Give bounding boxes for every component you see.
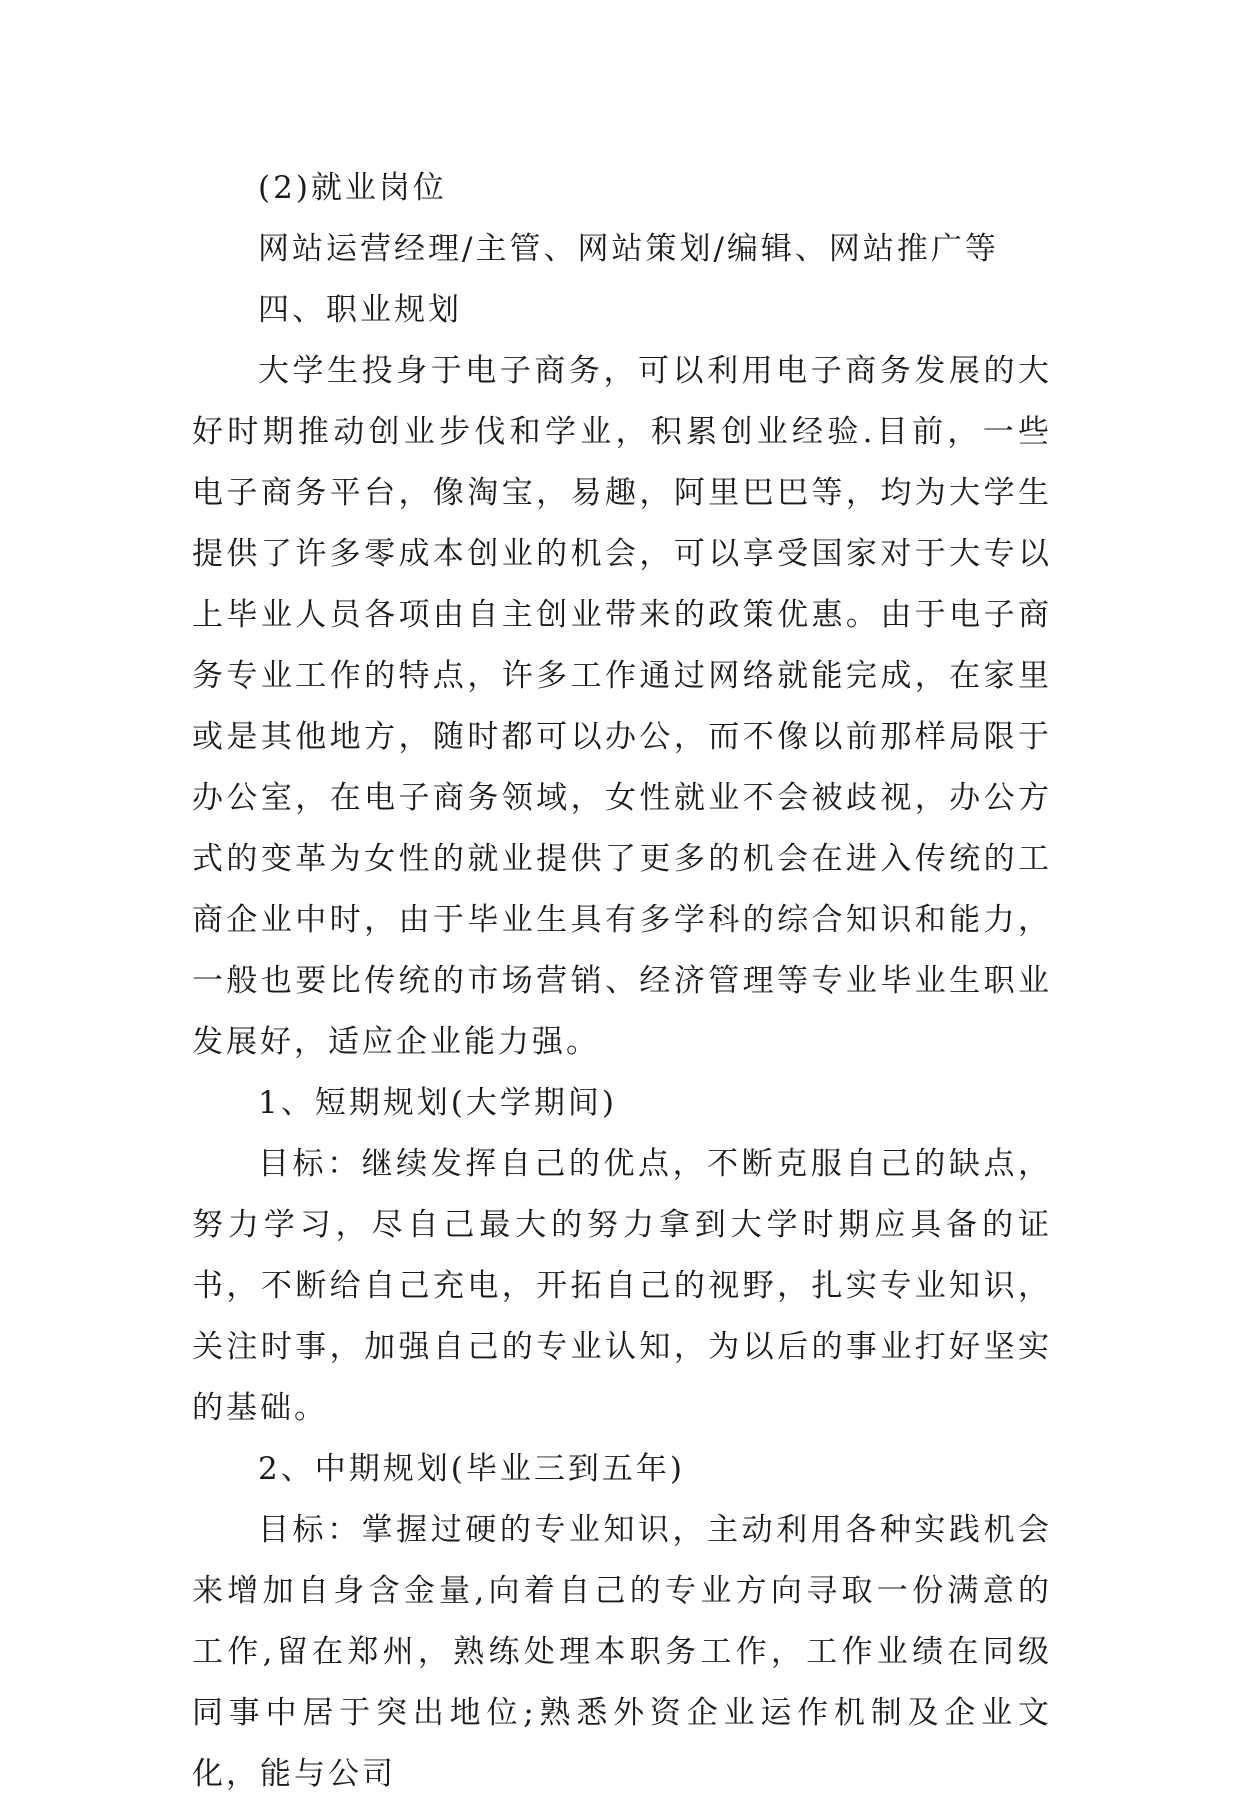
subheading-mid-term-plan: 2、中期规划(毕业三到五年) [258,1451,685,1487]
section-heading-career-planning: 四、职业规划 [258,292,462,328]
subheading-job-positions: (2)就业岗位 [258,170,447,206]
subheading-short-term-plan: 1、短期规划(大学期间) [258,1085,617,1121]
paragraph-short-term-goal: 目标：继续发挥自己的优点，不断克服自己的缺点，努力学习，尽自己最大的努力拿到大学时期应具备的证书，不断给自己充电，开拓自己的视野，扎实专业知识，关注时事，加强自己的专业认知，为以后的事业打好坚实的基础。 [192,1146,1052,1426]
document-body [192,158,1052,1805]
paragraph-job-list: 网站运营经理/主管、网站策划/编辑、网站推广等 [258,231,999,267]
paragraph-ecommerce-intro: 大学生投身于电子商务，可以利用电子商务发展的大好时期推动创业步伐和学业，积累创业经验.目前，一些电子商务平台，像淘宝，易趣，阿里巴巴等，均为大学生提供了许多零成本创业的机会，可以享受国家对于大专以上毕业人员各项由自主创业带来的政策优惠。由于电子商务专业工作的特点，许多工作通过网络就能完成，在家里或是其他地方，随时都可以办公，而不像以前那样局限于办公室，在电子商务领域，女性就业不会被歧视，办公方式的变革为女性的就业提供了更多的机会在进入传统的工商企业中时，由于毕业生具有多学科的综合知识和能力，一般也要比传统的市场营销、经济管理等专业毕业生职业发展好，适应企业能力强。 [192,353,1052,1060]
paragraph-mid-term-goal: 目标：掌握过硬的专业知识，主动利用各种实践机会来增加自身含金量,向着自己的专业方向寻取一份满意的工作,留在郑州，熟练处理本职务工作，工作业绩在同级同事中居于突出地位;熟悉外资企业运作机制及企业文化，能与公司 [192,1512,1052,1792]
